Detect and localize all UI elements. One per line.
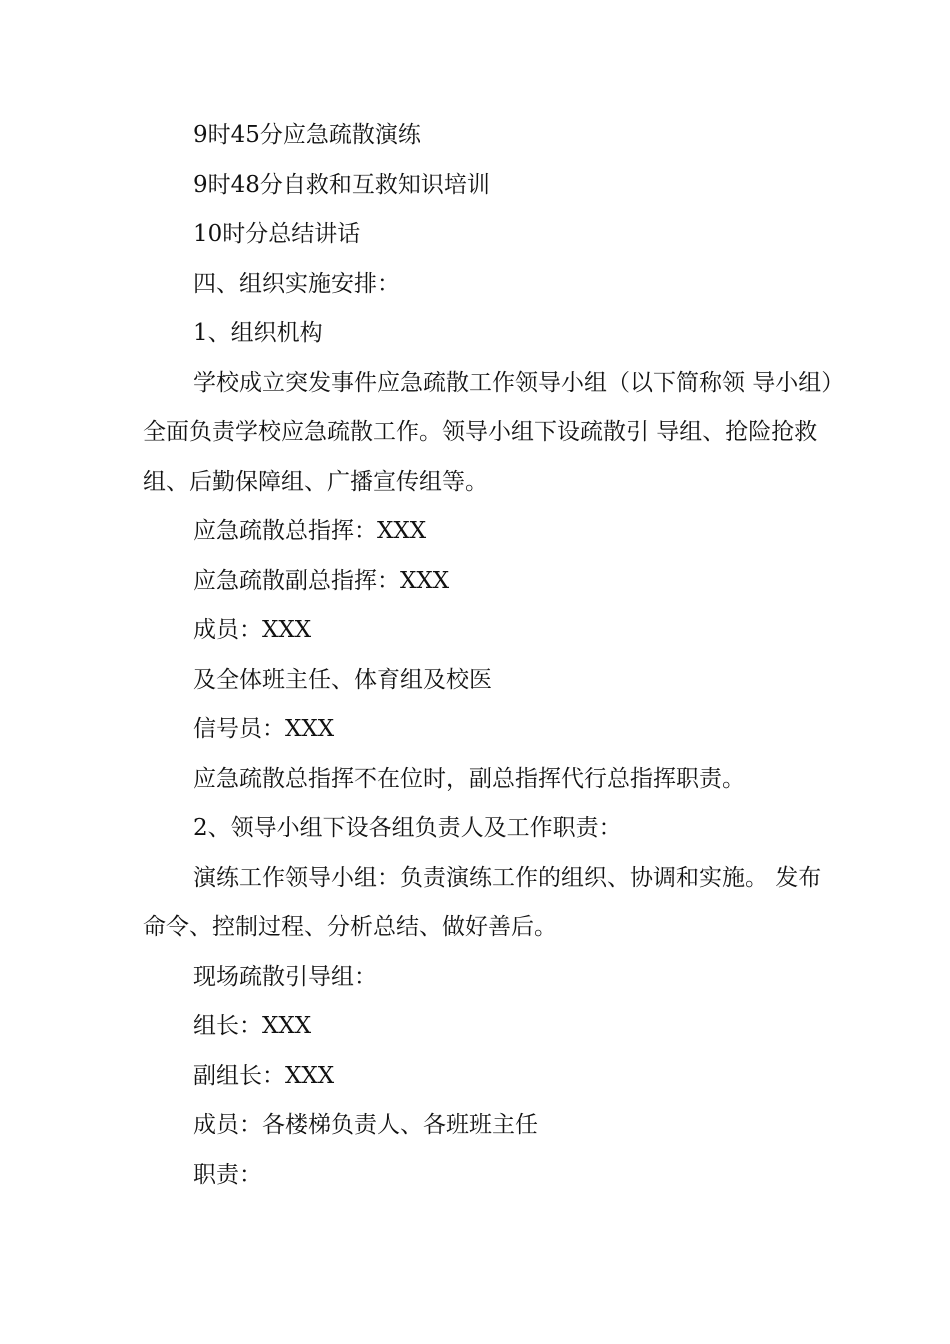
paragraph-members: 成员：XXX: [193, 617, 312, 643]
paragraph-commander: 应急疏散总指挥：XXX: [193, 518, 427, 544]
paragraph-summary-time: 10时分总结讲话: [193, 221, 361, 247]
section-heading-organization: 四、组织实施安排：: [193, 270, 400, 297]
paragraph-group-leader: 组长：XXX: [193, 1013, 312, 1039]
subheading-group-leaders: 2、领导小组下设各组负责人及工作职责：: [193, 815, 622, 841]
paragraph-training-time: 9时48分自救和互救知识培训: [193, 171, 490, 198]
paragraph-evacuation-guide-group: 现场疏散引导组：: [193, 963, 377, 990]
paragraph-deputy-duty: 应急疏散总指挥不在位时，副总指挥代行总指挥职责。: [193, 765, 745, 792]
paragraph-leadership-group: 学校成立突发事件应急疏散工作领导小组（以下简称领 导小组）全面负责学校应急疏散工作。领导小组下设疏散引 导组、抢险抢救组、后勤保障组、广播宣传组等。: [143, 369, 833, 495]
paragraph-drill-leadership: 演练工作领导小组：负责演练工作的组织、协调和实施。 发布命令、控制过程、分析总结、做好善后。: [143, 864, 822, 940]
document-body: [143, 111, 833, 1200]
paragraph-duties: 职责：: [193, 1161, 262, 1188]
paragraph-deputy-commander: 应急疏散副总指挥：XXX: [193, 567, 450, 594]
paragraph-all-staff: 及全体班主任、体育组及校医: [193, 666, 492, 693]
subheading-organization-structure: 1、组织机构: [193, 320, 323, 346]
paragraph-group-members: 成员：各楼梯负责人、各班班主任: [193, 1112, 538, 1138]
paragraph-deputy-group-leader: 副组长：XXX: [193, 1062, 335, 1089]
paragraph-drill-time: 9时45分应急疏散演练: [193, 122, 421, 148]
paragraph-signaller: 信号员：XXX: [193, 716, 335, 742]
